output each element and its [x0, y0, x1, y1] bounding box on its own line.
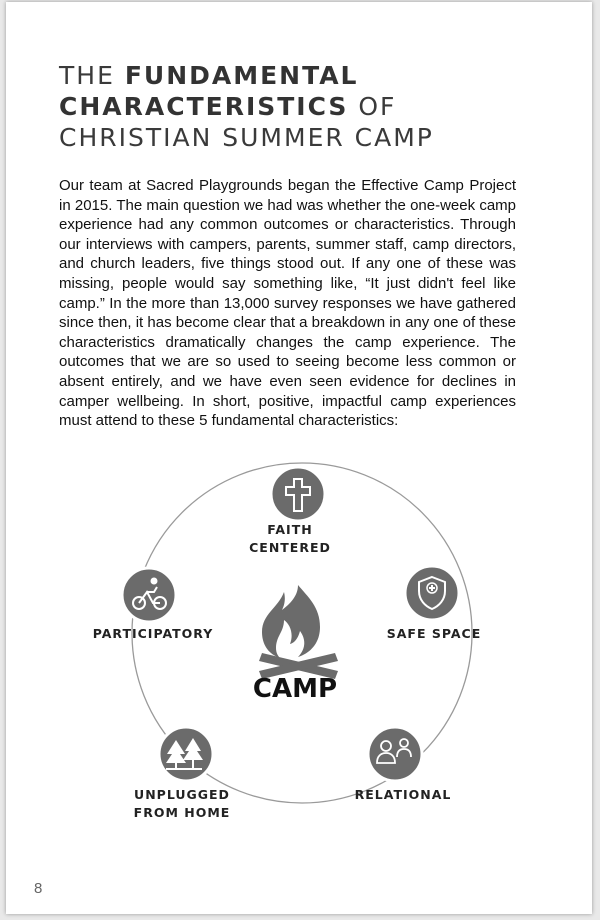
campfire-icon — [259, 585, 338, 679]
safe-label: SAFE SPACE — [386, 626, 482, 641]
title-bold-2: CHARACTERISTICS — [59, 92, 349, 121]
faith-node-circle — [271, 467, 325, 521]
faith-label-line2: CENTERED — [249, 540, 331, 555]
title-suffix: OF — [348, 92, 397, 121]
page-number: 8 — [34, 880, 43, 897]
camp-center-label: CAMP — [252, 674, 338, 704]
title-line-3: CHRISTIAN SUMMER CAMP — [59, 123, 434, 152]
unplugged-label-line1: UNPLUGGED — [134, 787, 230, 802]
node-faith-centered — [249, 467, 331, 555]
document-page — [6, 2, 592, 914]
relational-node-circle — [368, 727, 422, 781]
participatory-label: PARTICIPATORY — [92, 626, 214, 641]
body-paragraph: Our team at Sacred Playgrounds began the Effective Camp Project in 2015. The main question we had was whether the one-week camp experience had any common outcomes or characteristics. Through our interviews with campers, parents, summer staff, camp directors, and church leaders, five things stood out. If any one of these was missing, people would say something like, “It just didn't feel like camp.” In the more than 13,000 survey responses we have gathered since then, it has become clear that a breakdown in any one of these characteristics dramatically changes the camp experience. The outcomes that we are so used to seeing become less common or absent entirely, and we have even seen evidence for declines in camper wellbeing. In short, positive, impactful camp experiences must attend to these 5 fundamental characteristics: — [59, 177, 516, 430]
node-participatory — [93, 568, 214, 641]
title-bold-1: FUNDAMENTAL — [124, 61, 359, 90]
title-prefix: THE — [59, 61, 125, 90]
characteristics-diagram — [66, 457, 536, 837]
node-safe-space — [387, 566, 482, 641]
node-relational — [355, 727, 452, 802]
faith-label-line1: FAITH — [267, 522, 313, 537]
relational-label: RELATIONAL — [354, 787, 452, 802]
title-line-1 — [59, 60, 539, 91]
title-line-2 — [59, 91, 539, 122]
node-unplugged — [134, 727, 231, 820]
unplugged-label-line2: FROM HOME — [133, 805, 231, 820]
page-title — [59, 60, 539, 153]
